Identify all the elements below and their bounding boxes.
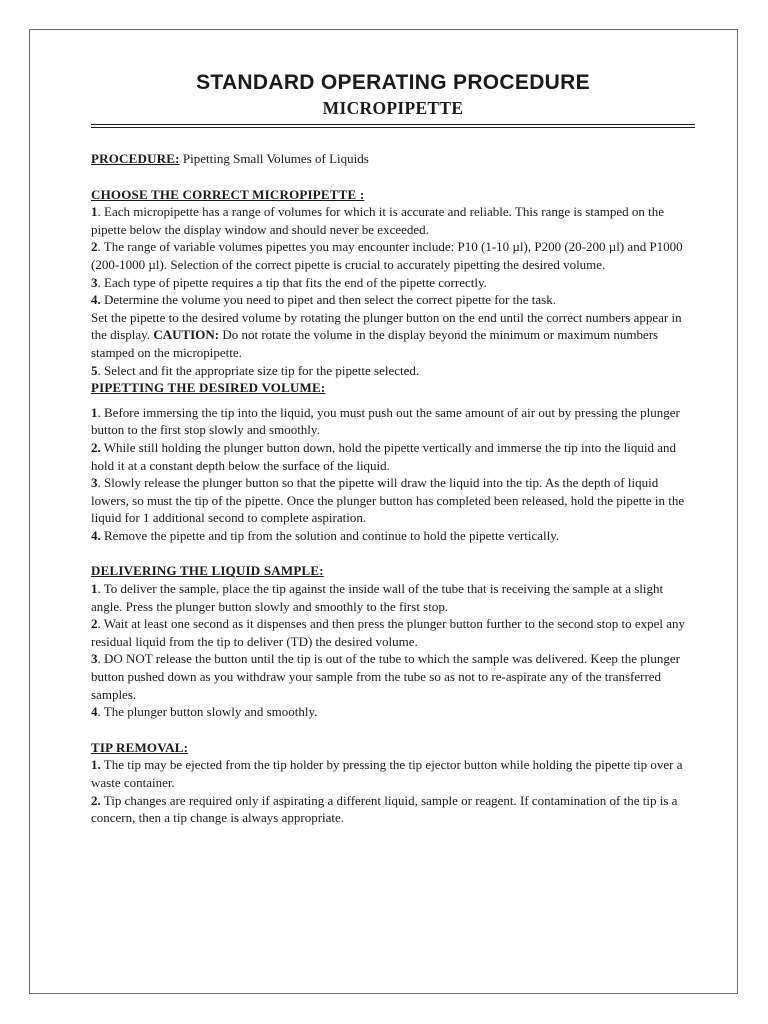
item-text: . The plunger button slowly and smoothly.: [97, 704, 318, 720]
item-text: The tip may be ejected from the tip holder by pressing the tip ejector button while holding the pipette tip over a waste container.: [91, 757, 683, 790]
list-item: [91, 362, 695, 380]
item-text: . Select and fit the appropriate size tip for the pipette selected.: [97, 362, 420, 378]
item-number: 3: [91, 651, 98, 667]
item-number: 1.: [91, 757, 101, 773]
item-text: . Each type of pipette requires a tip that fits the end of the pipette correctly.: [97, 274, 487, 290]
item-text: . Slowly release the plunger button so that the pipette will draw the liquid into the tip. As the depth of liquid lowers, so must the tip of the pipette. Once the plunger button has completed been released, hold the pipette in the liquid for 1 additional second to complete aspiration.: [91, 475, 685, 526]
item-number: 1: [91, 204, 98, 220]
list-item: [91, 274, 695, 292]
item-text: . To deliver the sample, place the tip against the inside wall of the tube that is receiving the sample at a slight angle. Press the plunger button slowly and smoothly to the first stop.: [91, 581, 664, 614]
item-number: 2.: [91, 792, 101, 808]
item-text: Determine the volume you need to pipet and then select the correct pipette for the task.: [100, 292, 556, 308]
list-item: [91, 439, 695, 474]
document-title: STANDARD OPERATING PROCEDURE: [196, 71, 590, 94]
section-heading-pipetting: PIPETTING THE DESIRED VOLUME:: [91, 380, 326, 396]
item-number: 2: [91, 239, 98, 255]
item-text: Tip changes are required only if aspirating a different liquid, sample or reagent. If contamination of the tip is a concern, then a tip change is always appropriate.: [91, 792, 678, 826]
list-item: [91, 792, 695, 827]
item-text: . The range of variable volumes pipettes you may encounter include: P10 (1-10 µl), P200 (20-200 µl) and P1000 (200-1000 µl). Selection of the correct pipette is crucial to accurately pipetting the desired volume.: [91, 239, 683, 272]
item-number: 3: [91, 475, 98, 491]
list-item: [91, 580, 695, 615]
item-text: . Each micropipette has a range of volumes for which it is accurate and reliable. This range is stamped on the pipette below the display window and should never be exceeded.: [91, 204, 665, 237]
item-number: 4: [91, 704, 98, 720]
list-item: [91, 703, 695, 721]
item-text: Remove the pipette and tip from the solution and continue to hold the pipette vertically.: [100, 527, 560, 543]
item-number: 4.: [91, 527, 101, 543]
list-item: [91, 756, 695, 791]
document-subtitle: MICROPIPETTE: [322, 98, 464, 118]
list-item: [91, 615, 695, 650]
title-divider: [91, 124, 695, 128]
procedure-label: PROCEDURE:: [91, 151, 180, 166]
item-number: 1: [91, 581, 98, 597]
list-item: [91, 474, 695, 527]
caution-label: CAUTION:: [153, 327, 220, 343]
list-item: [91, 650, 695, 703]
item-number: 2.: [91, 439, 101, 455]
section-heading-choose: CHOOSE THE CORRECT MICROPIPETTE :: [91, 186, 365, 202]
item-number: 2: [91, 616, 98, 632]
section-heading-delivering: DELIVERING THE LIQUID SAMPLE:: [91, 563, 324, 579]
item-text: While still holding the plunger button down, hold the pipette vertically and immerse the tip into the liquid and hold it at a constant depth below the surface of the liquid.: [91, 439, 677, 473]
item-text: . Before immersing the tip into the liquid, you must push out the same amount of air out by pressing the plunger button to the first stop slowly and smoothly.: [91, 404, 680, 438]
document-page: [29, 29, 738, 994]
item-text: . Wait at least one second as it dispenses and then press the plunger button further to the second stop to expel any residual liquid from the tip to deliver (TD) the desired volume.: [91, 616, 686, 649]
set-volume-text: Set the pipette to the desired volume by rotating the plunger button on the end until the correct numbers appear in the display.: [91, 309, 682, 343]
section-heading-tip-removal: TIP REMOVAL:: [91, 739, 189, 755]
list-item: [91, 238, 695, 273]
item-text: . DO NOT release the button until the tip is out of the tube to which the sample was delivered. Keep the plunger button pushed down as you withdraw your sample from the tube so as not to re-aspirate any of the transferred samples.: [91, 651, 680, 702]
item-number: 1: [91, 404, 98, 420]
list-item: [91, 404, 695, 439]
procedure-text: Pipetting Small Volumes of Liquids: [179, 151, 369, 166]
list-item: [91, 291, 695, 309]
list-item: [91, 203, 695, 238]
list-item: [91, 527, 695, 545]
procedure-line: [91, 150, 695, 168]
set-volume-paragraph: [91, 309, 695, 362]
document-content: [91, 70, 695, 827]
item-number: 4.: [91, 292, 101, 308]
item-number: 5: [91, 362, 98, 378]
item-number: 3: [91, 274, 98, 290]
caution-text: Do not rotate the volume in the display beyond the minimum or maximum numbers stamped on the micropipette.: [91, 327, 659, 360]
